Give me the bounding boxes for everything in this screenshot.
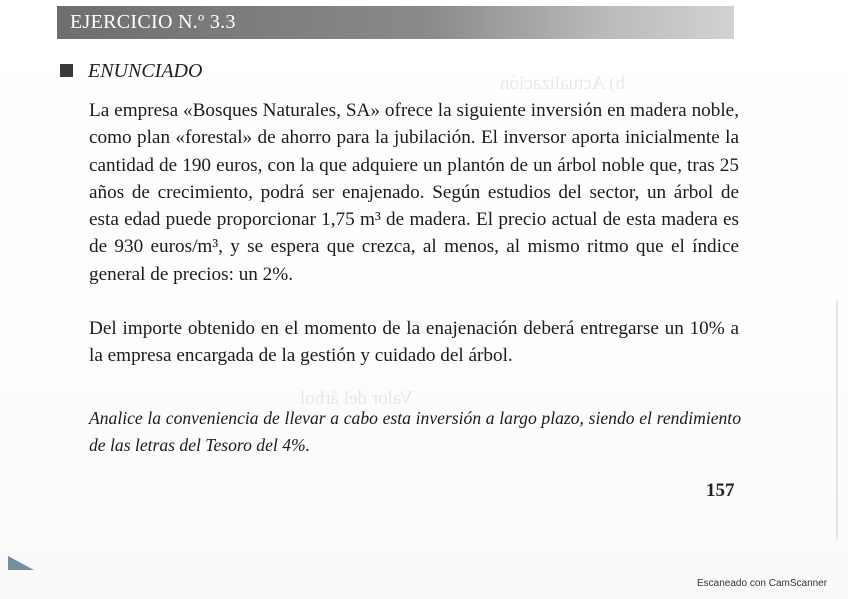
- page-corner-mark-icon: [8, 556, 34, 570]
- show-through-text: b) Actualización: [500, 73, 626, 94]
- show-through-text: Valor del árbol: [300, 388, 413, 409]
- statement-paragraph: La empresa «Bosques Naturales, SA» ofrece la siguiente inversión en madera noble, como plan «forestal» de ahorro para la jubilación. El inversor aporta inicialmente la cantidad de 190 euros, con la que adquiere un plantón de un árbol noble que, tras 25 años de crecimiento, podrá ser enajenado. Según estudios del sector, un árbol de esta edad puede proporcionar 1,75 m³ de madera. El precio actual de esta madera es de 930 euros/m³, y se espera que crezca, al menos, al mismo ritmo que el índice general de precios: un 2%.: [89, 100, 739, 285]
- page-number: 157: [706, 480, 735, 501]
- exercise-title: EJERCICIO N.º 3.3: [70, 11, 236, 33]
- scanner-watermark: Escaneado con CamScanner: [697, 578, 828, 589]
- statement-paragraph: Del importe obtenido en el momento de la enajenación deberá entregarse un 10% a la empresa encargada de la gestión y cuidado del árbol.: [89, 318, 739, 367]
- page-edge-shadow: [836, 300, 838, 540]
- section-square-icon: [60, 64, 73, 77]
- section-heading: ENUNCIADO: [88, 60, 203, 82]
- question-paragraph: Analice la conveniencia de llevar a cabo esta inversión a largo plazo, siendo el rendimiento de las letras del Tesoro del 4%.: [89, 408, 741, 455]
